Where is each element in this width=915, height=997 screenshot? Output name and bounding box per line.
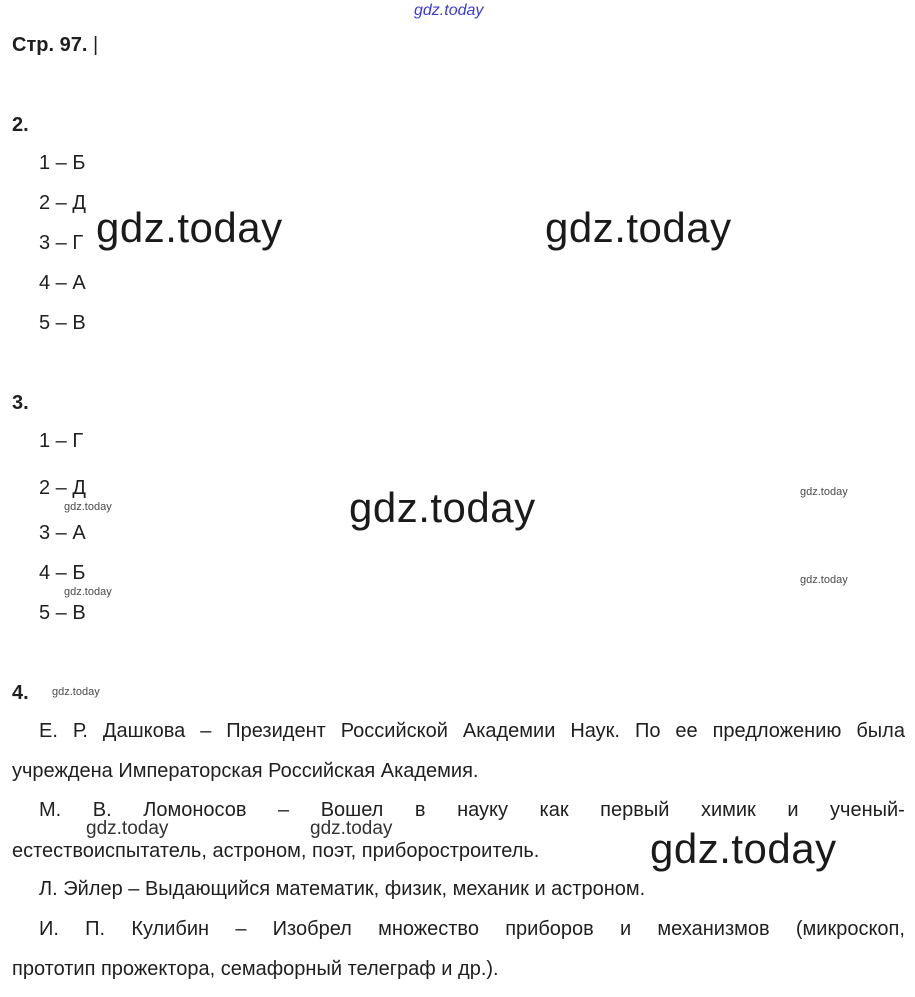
watermark-top: gdz.today — [414, 2, 484, 19]
watermark-large: gdz.today — [650, 825, 837, 872]
watermark-large: gdz.today — [96, 204, 283, 251]
task-4-paragraph-1-line-2: учреждена Императорская Российская Академия. — [12, 760, 479, 782]
watermark-medium: gdz.today — [86, 818, 169, 839]
justified-line: Е. Р. Дашкова – Президент Российской Академии Наук. По ее предложению была — [39, 720, 905, 742]
watermark-large: gdz.today — [545, 204, 732, 251]
page-title: Стр. 97. | — [12, 34, 99, 56]
task-3-number: 3. — [12, 392, 29, 414]
task-2-answer-5: 5 – В — [39, 312, 86, 334]
task-2-answer-1: 1 – Б — [39, 152, 86, 174]
watermark-small: gdz.today — [52, 686, 100, 698]
watermark-small: gdz.today — [800, 486, 848, 498]
watermark-small: gdz.today — [64, 586, 112, 598]
task-4-paragraph-3: Л. Эйлер – Выдающийся математик, физик, механик и астроном. — [39, 878, 646, 900]
task-3-answer-4: 4 – Б — [39, 562, 86, 584]
task-4-number: 4. — [12, 682, 29, 704]
task-4-paragraph-2-line-1 — [39, 799, 905, 822]
justified-line: М. В. Ломоносов – Вошел в науку как первый химик и ученый- — [39, 799, 905, 821]
task-2-answer-3: 3 – Г — [39, 232, 84, 254]
task-4-paragraph-4-line-2: прототип прожектора, семафорный телеграф и др.). — [12, 958, 499, 980]
text-cursor: | — [92, 34, 99, 56]
task-3-answer-2: 2 – Д — [39, 477, 86, 499]
justified-line: И. П. Кулибин – Изобрел множество приборов и механизмов (микроскоп, — [39, 918, 905, 940]
watermark-medium: gdz.today — [310, 818, 393, 839]
task-3-answer-5: 5 – В — [39, 602, 86, 624]
task-2-answer-2: 2 – Д — [39, 192, 86, 214]
task-3-answer-1: 1 – Г — [39, 430, 84, 452]
task-2-answer-4: 4 – А — [39, 272, 86, 294]
watermark-small: gdz.today — [64, 501, 112, 513]
watermark-small: gdz.today — [800, 574, 848, 586]
task-4-paragraph-4-line-1 — [39, 918, 905, 941]
task-4-paragraph-2-line-2: естествоиспытатель, астроном, поэт, приборостроитель. — [12, 840, 540, 862]
watermark-large: gdz.today — [349, 484, 536, 531]
task-2-number: 2. — [12, 114, 29, 136]
task-3-answer-3: 3 – А — [39, 522, 86, 544]
task-4-paragraph-1-line-1 — [39, 720, 905, 743]
